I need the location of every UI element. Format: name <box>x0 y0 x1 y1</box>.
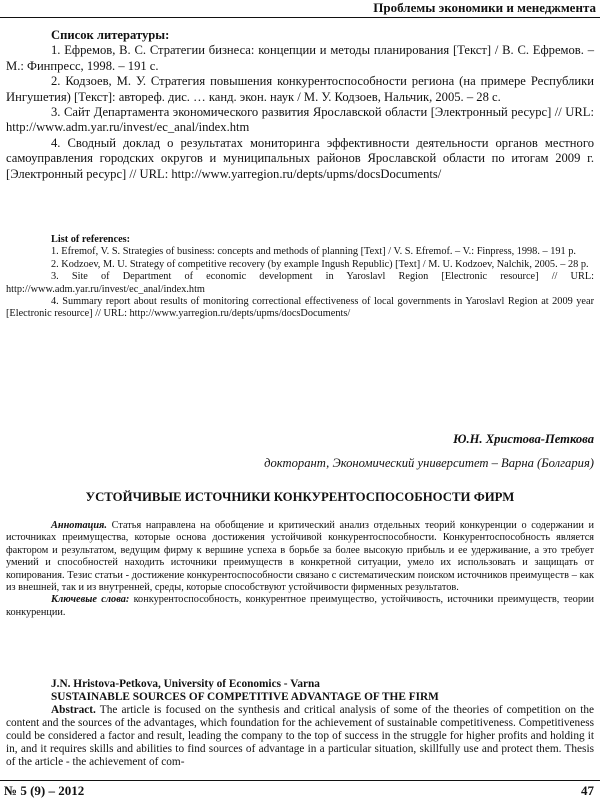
author-name-ru: Ю.Н. Христова-Петкова <box>453 432 594 446</box>
running-header <box>0 0 600 18</box>
article-title-ru: УСТОЙЧИВЫЕ ИСТОЧНИКИ КОНКУРЕНТОСПОСОБНОСТИ ФИРМ <box>85 490 515 504</box>
references-en-heading: List of references: <box>51 234 131 245</box>
references-en <box>6 234 594 321</box>
abstract-ru-text: Статья направлена на обобщение и критический анализ отдельных теорий конкуренции о содержании и источниках преимущества, которые основа достижения устойчивой конкурентоспособности. Конкурентоспособность является фактором и результатом, ведущим фирму к вершине успеха в борьбе за более высокую прибыль и ее удерживание, а это требует умений и способностей находить источники преимуществ в конкретной ситуации, умело их использовать и защищать от копирования. Тезис статьи - достижение конкурентоспособности связано с систематическим поиском источников преимуществ – как из внешней, так и из внутренней, среды, которые способствуют устойчивости фирменных результатов. <box>6 520 594 594</box>
reference-en-item: 3. Site of Department of economic development in Yaroslavl Region [Electronic resource] // URL: http://www.adm.yar.ru/invest/ec_anal/index.htm <box>6 271 594 295</box>
abstract-en-text: The article is focused on the synthesis and critical analysis of some of the theories of competition on the content and the sources of the advantages, which foundation for the achievement of sustainable competitiveness. Competitiveness could be considered a factor and result, leading the company to the top of success in the struggle for higher profits and holding it in, and it requires skills and abilities to find sources of advantage in a particular situation, skillfully use and protect them. Thesis of the article - the achievement of com- <box>6 704 594 768</box>
references-ru <box>6 28 594 182</box>
page-number: 47 <box>581 783 594 798</box>
issue-number: № 5 (9) – 2012 <box>4 783 85 798</box>
running-footer <box>0 780 600 801</box>
keywords-ru-label: Ключевые слова: <box>51 594 130 606</box>
abstract-ru-paragraph <box>6 520 594 594</box>
article-title-en: SUSTAINABLE SOURCES OF COMPETITIVE ADVANTAGE OF THE FIRM <box>51 691 439 703</box>
reference-en-item: 1. Efremof, V. S. Strategies of business: concepts and methods of planning [Text] / V. S. Efremof. – V.: Finpress, 1998. – 191 p. <box>51 246 576 258</box>
author-affiliation-ru: докторант, Экономический университет – Варна (Болгария) <box>264 456 594 470</box>
reference-ru-item: 1. Ефремов, В. С. Стратегии бизнеса: концепции и методы планирования [Текст] / В. С. Ефремов. – М.: Финпресс, 1998. – 191 с. <box>6 43 594 73</box>
reference-ru-item: 3. Сайт Департамента экономического развития Ярославской области [Электронный ресурс] // URL: http://www.adm.yar.ru/invest/ec_anal/index.htm <box>6 105 594 135</box>
abstract-en-paragraph <box>6 704 594 769</box>
abstract-en-label: Abstract. <box>51 704 96 716</box>
reference-en-item: 2. Kodzoev, M. U. Strategy of competitive recovery (by example Ingush Republic) [Text] / M. U. Kodzoev, Nalchik, 2005. – 28 p. <box>51 258 589 270</box>
journal-section-title: Проблемы экономики и менеджмента <box>373 0 596 15</box>
article-en <box>6 678 594 769</box>
abstract-ru <box>6 520 594 619</box>
abstract-ru-label: Аннотация. <box>51 520 107 531</box>
reference-ru-item: 4. Сводный доклад о результатах мониторинга эффективности деятельности органов местного самоуправления городских округов и муниципальных районов Ярославской области по итогам 2009 г. [Электронный ресурс] // URL: http://www.yarregion.ru/depts/upms/docsDocuments/ <box>6 135 594 181</box>
keywords-ru-paragraph <box>6 594 594 619</box>
author-line-en: J.N. Hristova-Petkova, University of Economics - Varna <box>51 678 320 690</box>
keywords-ru-text: конкурентоспособность, конкурентное преимущество, устойчивость, источники преимуществ, теории конкуренции. <box>6 594 594 618</box>
reference-ru-item: 2. Кодзоев, М. У. Стратегия повышения конкурентоспособности региона (на примере Республики Ингушетия) [Текст]: автореф. дис. … канд. экон. наук / М. У. Кодзоев, Нальчик, 2005. – 28 с. <box>6 74 594 104</box>
reference-en-item: 4. Summary report about results of monitoring correctional effectiveness of local governments in Yaroslavl Region at 2009 year [Electronic resource] // URL: http://www.yarregion.ru/depts/upms/docsDocuments/ <box>6 296 594 320</box>
references-ru-heading: Список литературы: <box>51 28 170 42</box>
